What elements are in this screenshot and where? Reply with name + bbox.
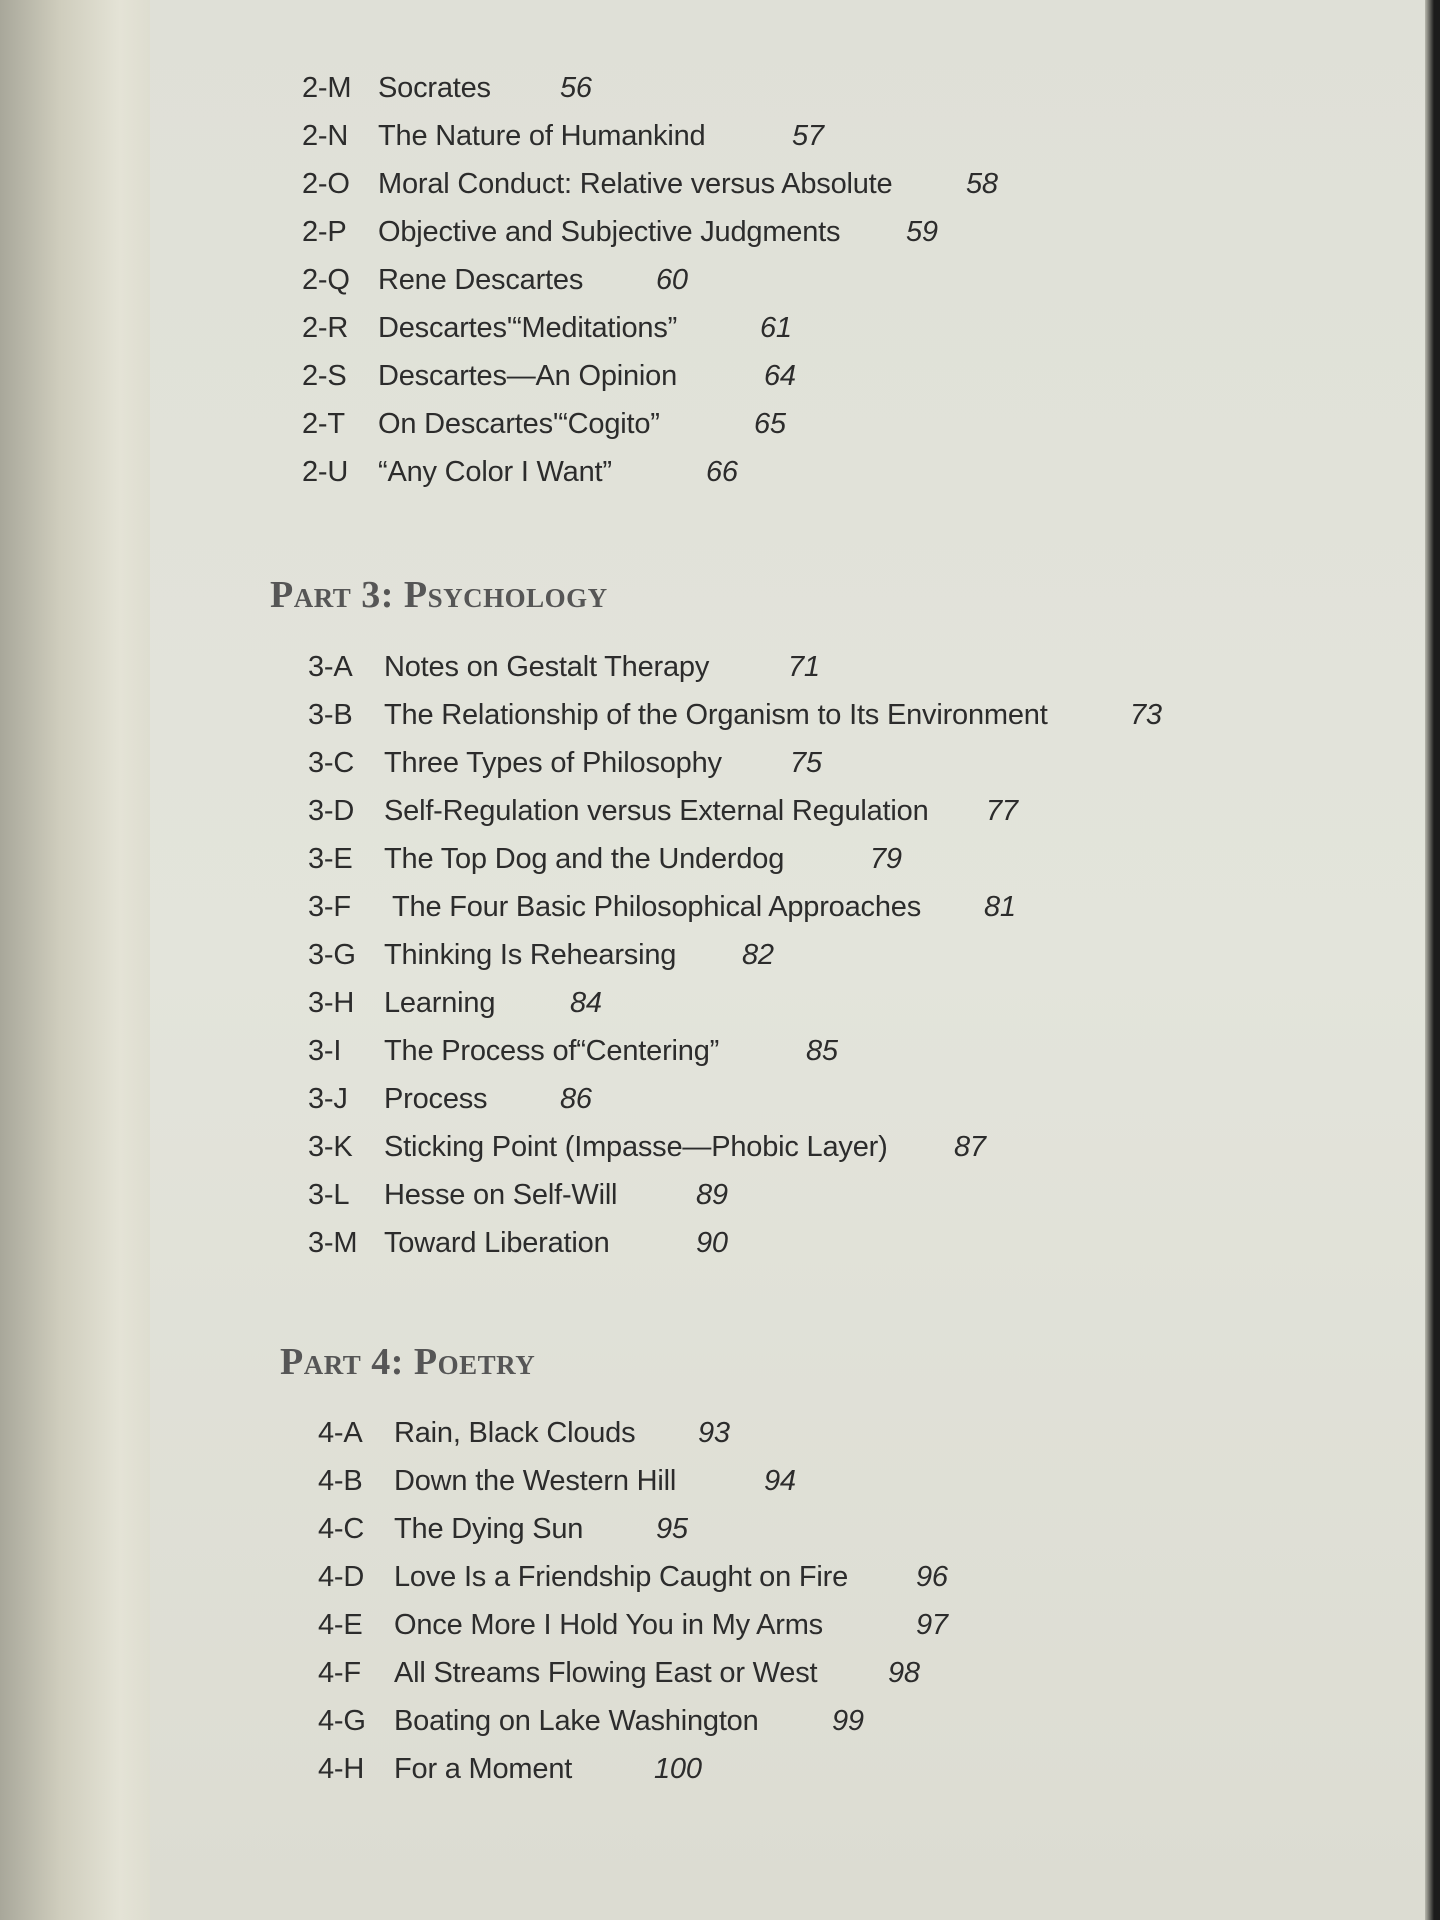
toc-title: Rene Descartes [378,264,584,296]
toc-page: 71 [788,651,820,683]
toc-title: “Any Color I Want” [378,456,612,488]
toc-title: Three Types of Philosophy [384,747,722,779]
toc-page: 98 [888,1657,920,1689]
toc-title: Boating on Lake Washington [394,1705,759,1737]
toc-code: 2-O [302,168,350,200]
toc-title: For a Moment [394,1753,573,1785]
toc-code: 4-A [318,1417,363,1449]
toc-title: The Four Basic Philosophical Approaches [392,891,921,923]
section-heading: Part 4: Poetry [280,1341,536,1383]
toc-code: 2-R [302,312,349,344]
toc-page: 94 [764,1465,796,1497]
toc-page: 79 [870,843,902,875]
toc-page: 90 [696,1227,728,1259]
toc-title: Learning [384,987,496,1019]
section-heading: Part 3: Psychology [270,574,608,616]
toc-code: 2-P [302,216,347,248]
toc-title: Hesse on Self-Will [384,1179,618,1211]
toc-page: 64 [764,360,796,392]
toc-code: 2-U [302,456,349,488]
toc-title: The Top Dog and the Underdog [384,843,785,875]
toc-code: 3-I [308,1035,342,1067]
toc-code: 3-J [308,1083,348,1115]
toc-code: 4-G [318,1705,366,1737]
toc-code: 4-E [318,1609,363,1641]
toc-page: 66 [706,456,738,488]
toc-code: 3-H [308,987,355,1019]
toc-code: 3-M [308,1227,358,1259]
toc-code: 3-E [308,843,353,875]
toc-code: 3-C [308,747,355,779]
toc-page: 75 [790,747,822,779]
page-edge [1425,0,1440,1920]
toc-title: Notes on Gestalt Therapy [384,651,710,683]
toc-page: 59 [906,216,938,248]
toc-page: 95 [656,1513,688,1545]
toc-page: 73 [1130,699,1162,731]
toc-code: 4-C [318,1513,365,1545]
toc-title: Once More I Hold You in My Arms [394,1609,823,1641]
toc-title: Sticking Point (Impasse—Phobic Layer) [384,1131,888,1163]
toc-page: 65 [754,408,786,440]
toc-page: 60 [656,264,688,296]
toc-code: 2-S [302,360,347,392]
toc-code: 2-M [302,72,352,104]
toc-title: Socrates [378,72,491,104]
toc-code: 4-B [318,1465,363,1497]
toc-page: 56 [560,72,592,104]
toc-page: 81 [984,891,1016,923]
toc-code: 2-N [302,120,349,152]
toc-title: Moral Conduct: Relative versus Absolute [378,168,893,200]
toc-code: 3-L [308,1179,350,1211]
toc-page: 100 [654,1753,702,1785]
toc-page: 86 [560,1083,592,1115]
toc-code: 4-F [318,1657,361,1689]
toc-page: 99 [832,1705,864,1737]
toc-page: 61 [760,312,792,344]
toc-page: 93 [698,1417,730,1449]
toc-title: Descartes'“Meditations” [378,312,678,344]
toc-code: 3-G [308,939,356,971]
book-gutter [0,0,150,1920]
toc-page: 85 [806,1035,838,1067]
toc-title: The Process of“Centering” [384,1035,720,1067]
toc-title: Descartes—An Opinion [378,360,678,392]
toc-page: 96 [916,1561,948,1593]
toc-code: 3-D [308,795,355,827]
toc-code: 4-H [318,1753,365,1785]
toc-title: The Dying Sun [394,1513,584,1545]
toc-page: 97 [916,1609,948,1641]
toc-code: 3-B [308,699,353,731]
toc-title: Down the Western Hill [394,1465,677,1497]
toc-page: 57 [792,120,824,152]
toc-page: 87 [954,1131,986,1163]
toc-title: The Nature of Humankind [378,120,706,152]
toc-code: 3-A [308,651,353,683]
toc-title: Objective and Subjective Judgments [378,216,841,248]
toc-title: Self-Regulation versus External Regulation [384,795,929,827]
toc-page: 77 [986,795,1018,827]
toc-title: On Descartes'“Cogito” [378,408,660,440]
toc-page: 84 [570,987,602,1019]
toc-code: 2-Q [302,264,350,296]
toc-title: All Streams Flowing East or West [394,1657,818,1689]
toc-title: Love Is a Friendship Caught on Fire [394,1561,849,1593]
toc-title: Process [384,1083,488,1115]
toc-page: 58 [966,168,998,200]
toc-code: 3-K [308,1131,353,1163]
toc-page: 89 [696,1179,728,1211]
toc-title: Toward Liberation [384,1227,610,1259]
toc-title: Rain, Black Clouds [394,1417,636,1449]
toc-title: Thinking Is Rehearsing [384,939,677,971]
toc-code: 4-D [318,1561,365,1593]
toc-code: 3-F [308,891,351,923]
toc-title: The Relationship of the Organism to Its Environment [384,699,1048,731]
toc-page: 82 [742,939,774,971]
toc-code: 2-T [302,408,345,440]
